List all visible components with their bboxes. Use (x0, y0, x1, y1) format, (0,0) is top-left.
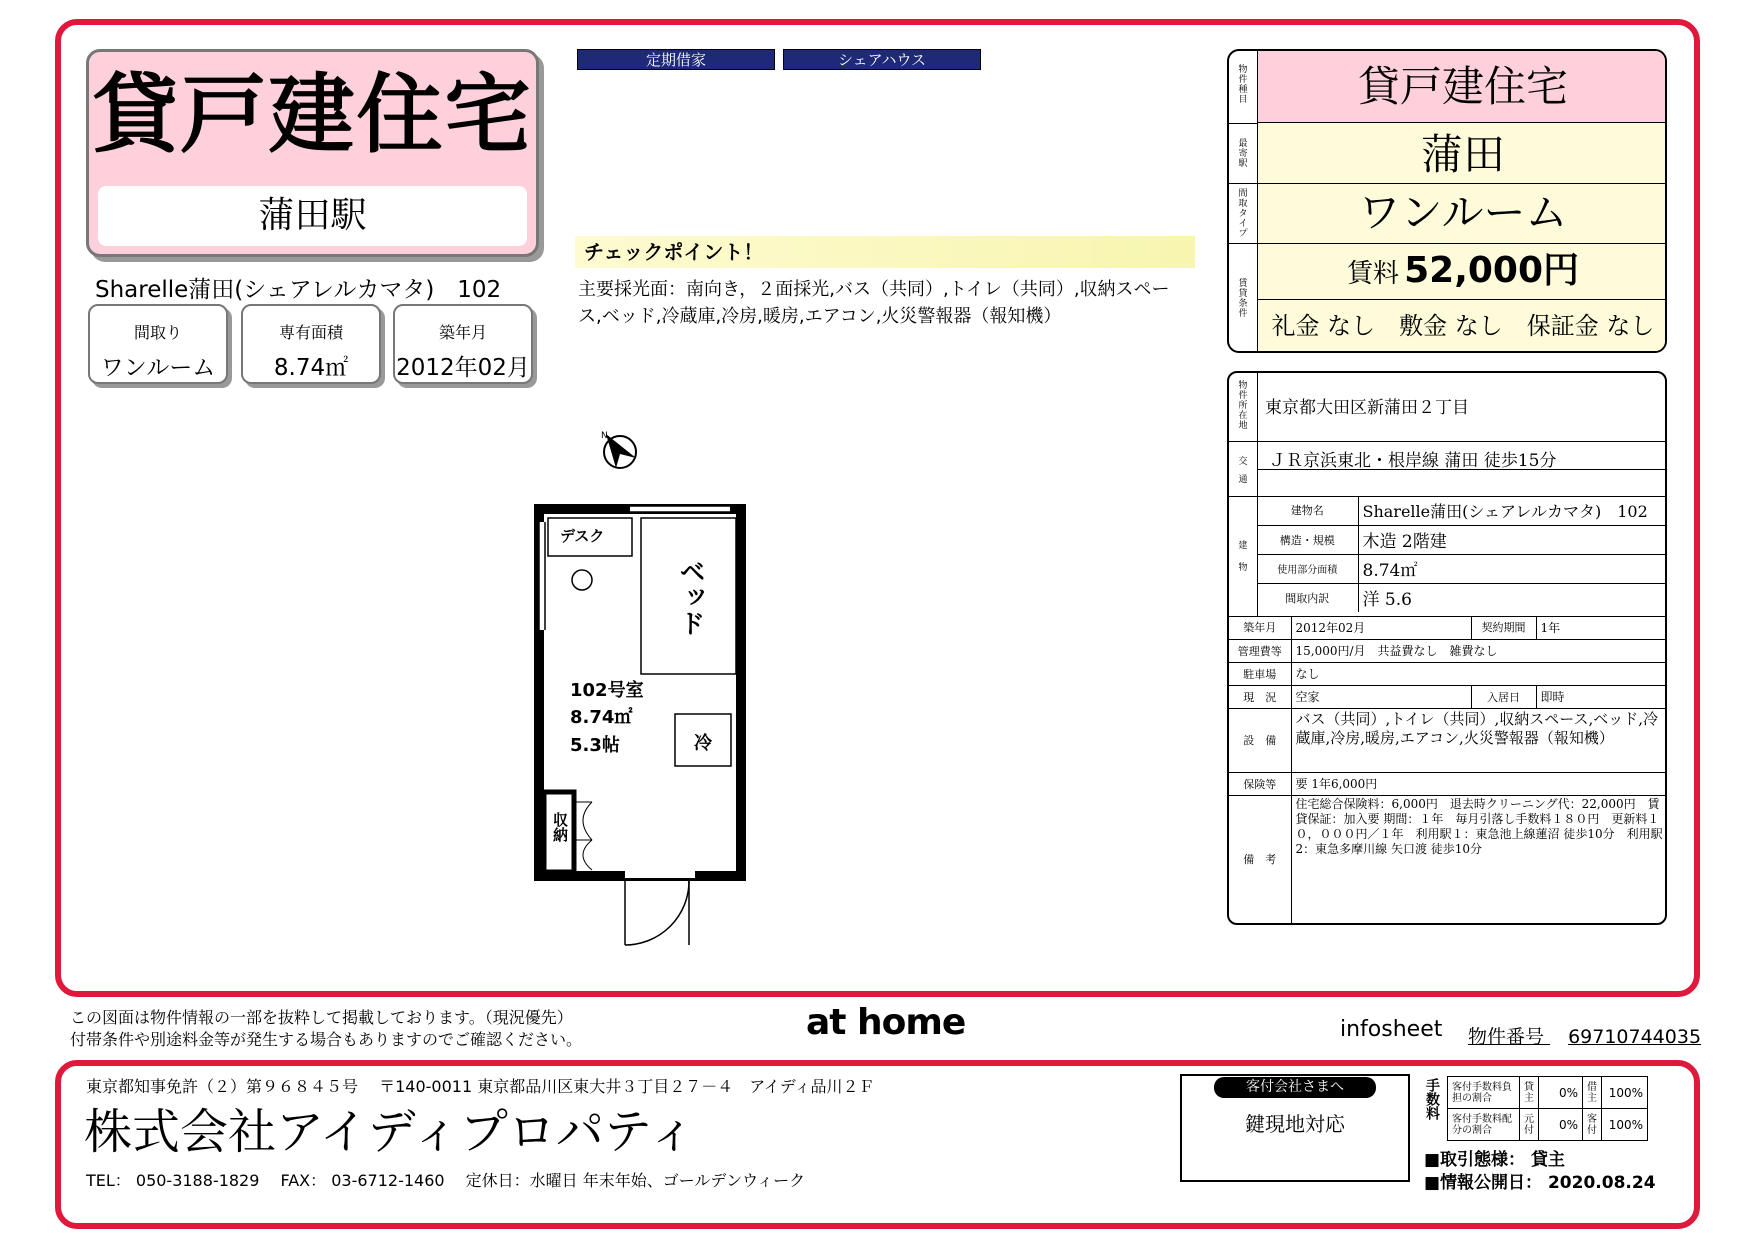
movein-value: 即時 (1536, 685, 1667, 708)
label-layout: 間取タイプ (1238, 189, 1248, 239)
fee-row2-a: 元付 (1520, 1109, 1539, 1141)
checkpoint-text: 主要採光面：南向き，２面採光,バス（共同）,トイレ（共同）,収納スペース,ベッド,冷蔵庫,冷房,暖房,エアコン,火災警報器（報知機） (578, 279, 1170, 327)
tag-share-house: シェアハウス (783, 49, 981, 70)
label-insurance: 保険等 (1229, 772, 1291, 795)
room-label: 102号室 (570, 680, 644, 701)
label-structure: 構造・規模 (1257, 525, 1358, 554)
building-name: Sharelle蒲田(シェアレルカマタ) 102 (95, 277, 502, 303)
storage-label: 収納 (551, 812, 569, 842)
deposits-value: 礼金 なし 敷金 なし 保証金 なし (1271, 312, 1655, 340)
summary-label: 築年月 (438, 323, 487, 342)
fee-label: 手数料 (1424, 1078, 1440, 1120)
location-value: 東京都大田区新蒲田２丁目 (1265, 398, 1469, 418)
bed-label: ベッド (675, 558, 705, 636)
summary-value: ワンルーム (100, 355, 216, 381)
summary-box-built (393, 304, 533, 384)
status-value: 空家 (1291, 685, 1471, 708)
property-number-label: 物件番号 (1468, 1026, 1545, 1048)
label-built: 築年月 (1229, 616, 1291, 639)
label-rooms: 間取内訳 (1257, 583, 1358, 612)
station-title: 蒲田駅 (258, 195, 367, 236)
notes-value: 住宅総合保険料：6,000円 退去時クリーニング代：22,000円 賃貸保証：加入要 期間：１年 毎月引落し手数料１８０円 更新料１０，０００円／１年 利用駅１：東急池上線蓮沼 徒歩10分 利用駅2：東急多摩川線 矢口渡 徒歩10分 (1291, 795, 1667, 923)
infosheet-label: infosheet (1340, 1017, 1443, 1042)
name-value: Sharelle蒲田(シェアレルカマタ) 102 (1358, 496, 1667, 525)
label-type: 物件種目 (1238, 65, 1248, 105)
station-value: 蒲田 (1420, 130, 1505, 179)
company-contact: TEL： 050-3188-1829 FAX： 03-6712-1460 定休日：水曜日 年末年始、ゴールデンウィーク (86, 1171, 806, 1190)
fee-row1-label: 客付手数料負担の割合 (1448, 1077, 1520, 1109)
tag-fixed-term: 定期借家 (577, 49, 775, 70)
type-value: 貸戸建住宅 (1357, 62, 1568, 111)
label-location: 物件所在地 (1238, 381, 1248, 431)
fee-row1-a-val: 0% (1539, 1077, 1583, 1109)
published-date: ■情報公開日： 2020.08.24 (1424, 1173, 1656, 1193)
summary-box-layout (88, 304, 228, 384)
right-panel (1227, 49, 1667, 353)
fee-row2-label: 客付手数料配分の割合 (1448, 1109, 1520, 1141)
fee-row1-b: 借主 (1583, 1077, 1602, 1109)
fee-row2-b-val: 100% (1602, 1109, 1648, 1141)
disclaimer-1: この図面は物件情報の一部を抜粋して掲載しております。（現況優先） (70, 1008, 573, 1027)
summary-label: 専有面積 (278, 323, 343, 342)
parking-value: なし (1291, 662, 1667, 685)
label-notes: 備 考 (1229, 795, 1291, 923)
fee-row2-b: 客付 (1583, 1109, 1602, 1141)
fee-value: 15,000円/月 共益費なし 雑費なし (1291, 639, 1667, 662)
compass-icon (598, 428, 644, 474)
label-terms: 賃貸条件 (1238, 279, 1248, 319)
athome-logo: at home (806, 1002, 966, 1043)
layout-value: ワンルーム (1358, 188, 1568, 237)
rent-row (1257, 246, 1667, 302)
label-area: 使用部分面積 (1257, 554, 1358, 583)
fridge-label: 冷 (694, 733, 712, 754)
transport-value: ＪＲ京浜東北・根岸線 蒲田 徒歩15分 (1269, 451, 1557, 471)
summary-label: 間取り (133, 323, 182, 342)
room-tatami-label: 5.3帖 (570, 735, 620, 756)
label-fee: 管理費等 (1229, 639, 1291, 662)
checkpoint-title: チェックポイント！ (584, 240, 764, 264)
rent-value: 52,000円 (1404, 250, 1580, 291)
label-parking: 駐車場 (1229, 662, 1291, 685)
fee-row1-a: 貸主 (1520, 1077, 1539, 1109)
agent-notice-title: 客付会社さまへ (1214, 1077, 1376, 1098)
fee-table (1447, 1076, 1648, 1141)
desk-label: デスク (560, 527, 605, 545)
room-area-label: 8.74㎡ (570, 707, 633, 728)
deal-type: ■取引態様： 貸主 (1424, 1150, 1565, 1170)
fee-row1-b-val: 100% (1602, 1077, 1648, 1109)
label-movein: 入居日 (1471, 685, 1536, 708)
svg-text:N: N (601, 431, 608, 441)
summary-value: 8.74㎡ (273, 355, 349, 381)
summary-value: 2012年02月 (396, 355, 530, 381)
label-status: 現 況 (1229, 685, 1291, 708)
property-number-value: 69710744035 (1568, 1026, 1702, 1048)
label-equip: 設 備 (1229, 708, 1291, 772)
label-name: 建物名 (1257, 496, 1358, 525)
equip-value: バス（共同）,トイレ（共同）,収納スペース,ベッド,冷蔵庫,冷房,暖房,エアコン,火災警報器（報知機） (1291, 708, 1667, 772)
label-building: 建物 (1238, 541, 1248, 573)
company-license: 東京都知事免許（２）第９６８４５号 〒140-0011 東京都品川区東大井３丁目２７－４ アイディ品川２Ｆ (86, 1077, 875, 1096)
label-contract: 契約期間 (1471, 616, 1536, 639)
property-number (1468, 1022, 1701, 1049)
company-name: 株式会社アイディプロパティ (84, 1104, 697, 1160)
structure-value: 木造 2階建 (1358, 525, 1667, 554)
rooms-value: 洋 5.6 (1358, 583, 1667, 612)
built-value: 2012年02月 (1291, 616, 1471, 639)
label-station: 最寄駅 (1238, 139, 1248, 169)
fee-row2-a-val: 0% (1539, 1109, 1583, 1141)
agent-notice-text: 鍵現地対応 (1245, 1112, 1345, 1136)
label-transport: 交通 (1238, 457, 1248, 485)
disclaimer-2: 付帯条件や別途料金等が発生する場合もありますのでご確認ください。 (70, 1030, 583, 1049)
insurance-value: 要 1年6,000円 (1291, 772, 1667, 795)
rent-prefix: 賃料 (1346, 259, 1399, 289)
floor-plan (530, 500, 760, 950)
summary-box-area (241, 304, 381, 384)
contract-value: 1年 (1536, 616, 1667, 639)
area-value: 8.74㎡ (1358, 554, 1667, 583)
property-type-title: 貸戸建住宅 (92, 65, 533, 165)
details-panel (1227, 371, 1667, 925)
